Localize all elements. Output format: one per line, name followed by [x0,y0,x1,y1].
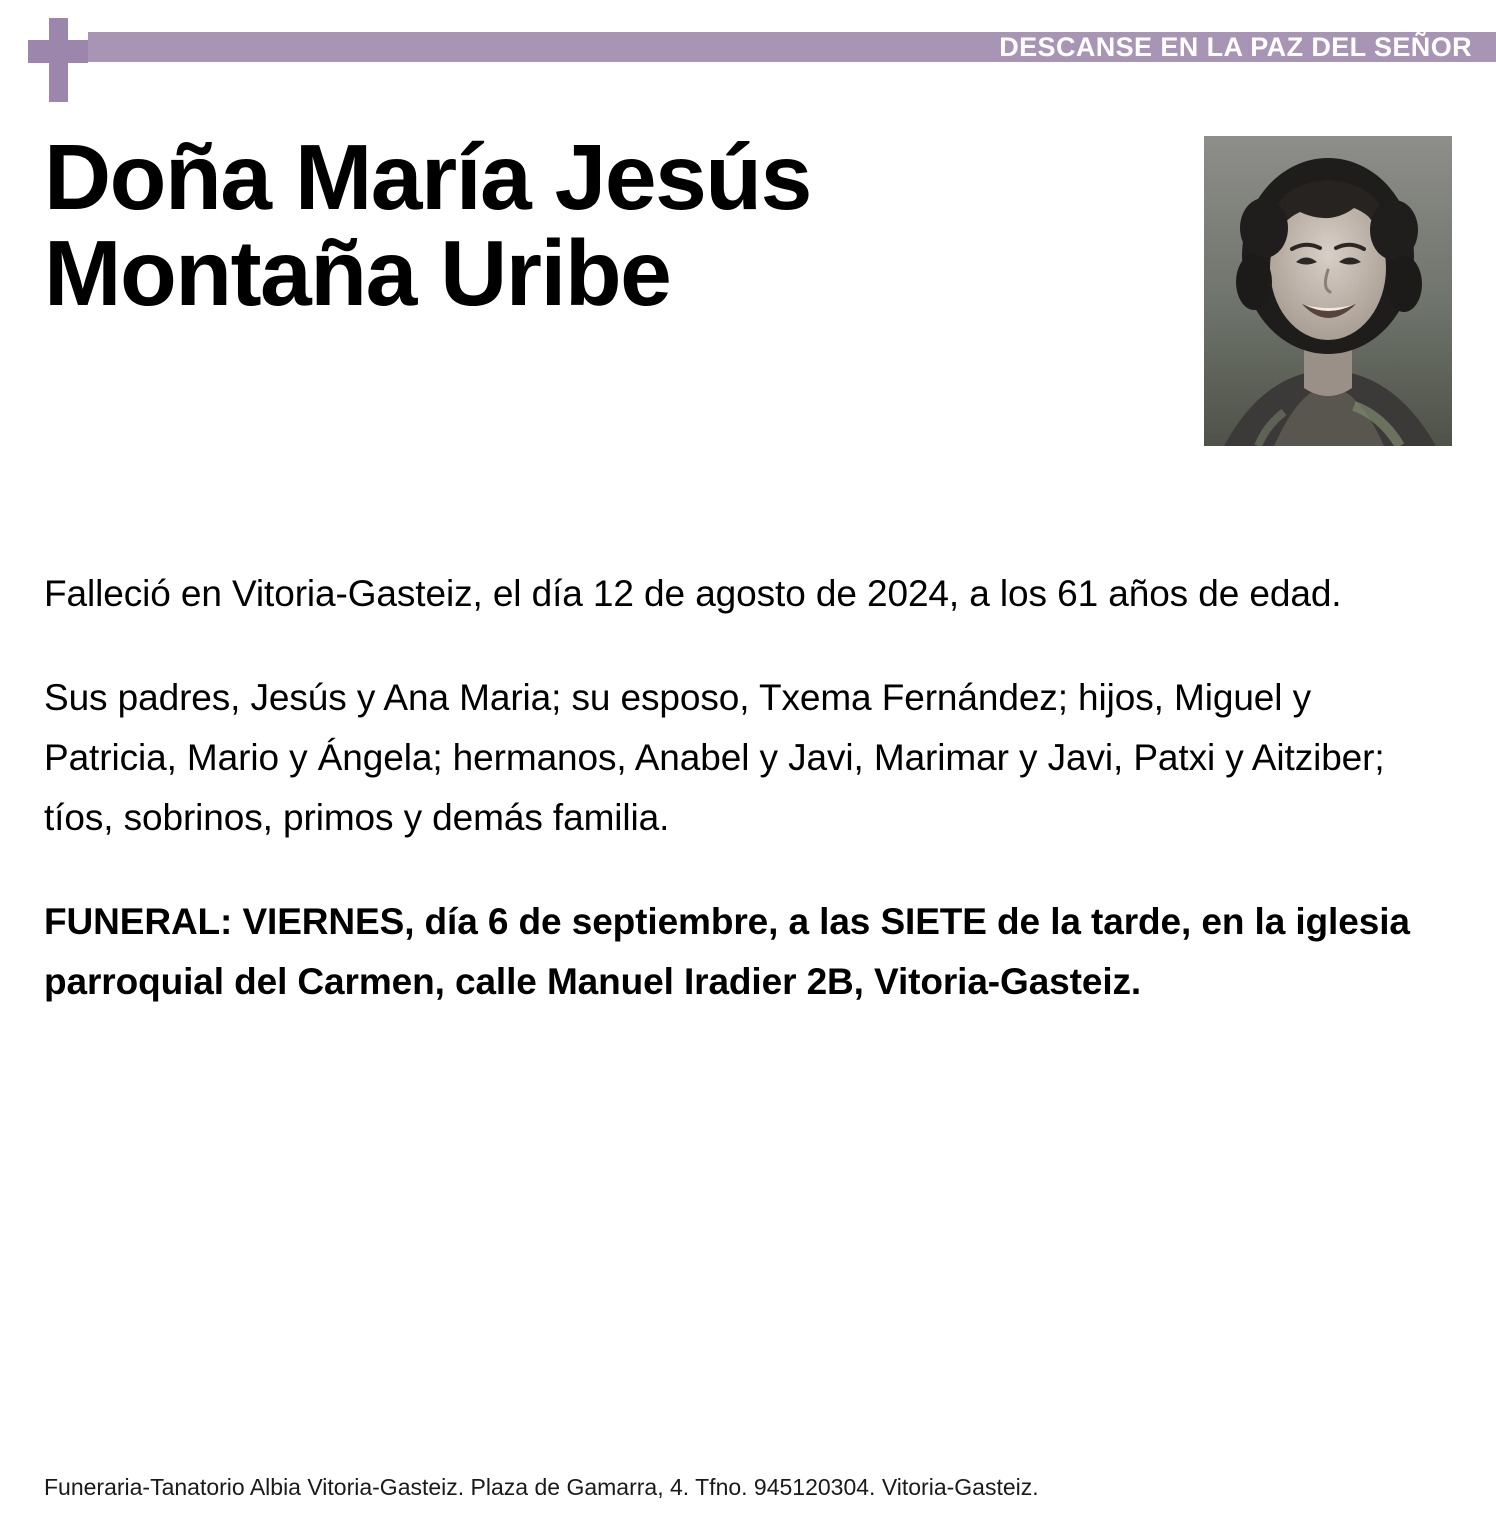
cross-icon [28,18,88,102]
footer-funeral-home: Funeraria-Tanatorio Albia Vitoria-Gasteiz. Plaza de Gamarra, 4. Tfno. 945120304. Vitoria-Gasteiz. [44,1474,1039,1501]
header-banner-text: DESCANSE EN LA PAZ DEL SEÑOR [999,32,1472,62]
death-notice-paragraph: Falleció en Vitoria-Gasteiz, el día 12 de agosto de 2024, a los 61 años de edad. [44,573,1342,614]
header-band [0,0,1496,108]
deceased-name: Doña María Jesús Montaña Uribe [44,125,811,325]
family-paragraph: Sus padres, Jesús y Ana Maria; su esposo, Txema Fernández; hijos, Miguel y Patricia, Mario y Ángela; hermanos, Anabel y Javi, Marimar y Javi, Patxi y Aitziber; tíos, sobrinos, primos y demás familia. [44,676,1385,838]
name-and-portrait [0,108,1496,508]
portrait-photo [1204,136,1452,446]
obituary-body [0,564,1496,1012]
funeral-details-paragraph: FUNERAL: VIERNES, día 6 de septiembre, a las SIETE de la tarde, en la iglesia parroquial del Carmen, calle Manuel Iradier 2B, Vitoria-Gasteiz. [44,900,1410,1002]
